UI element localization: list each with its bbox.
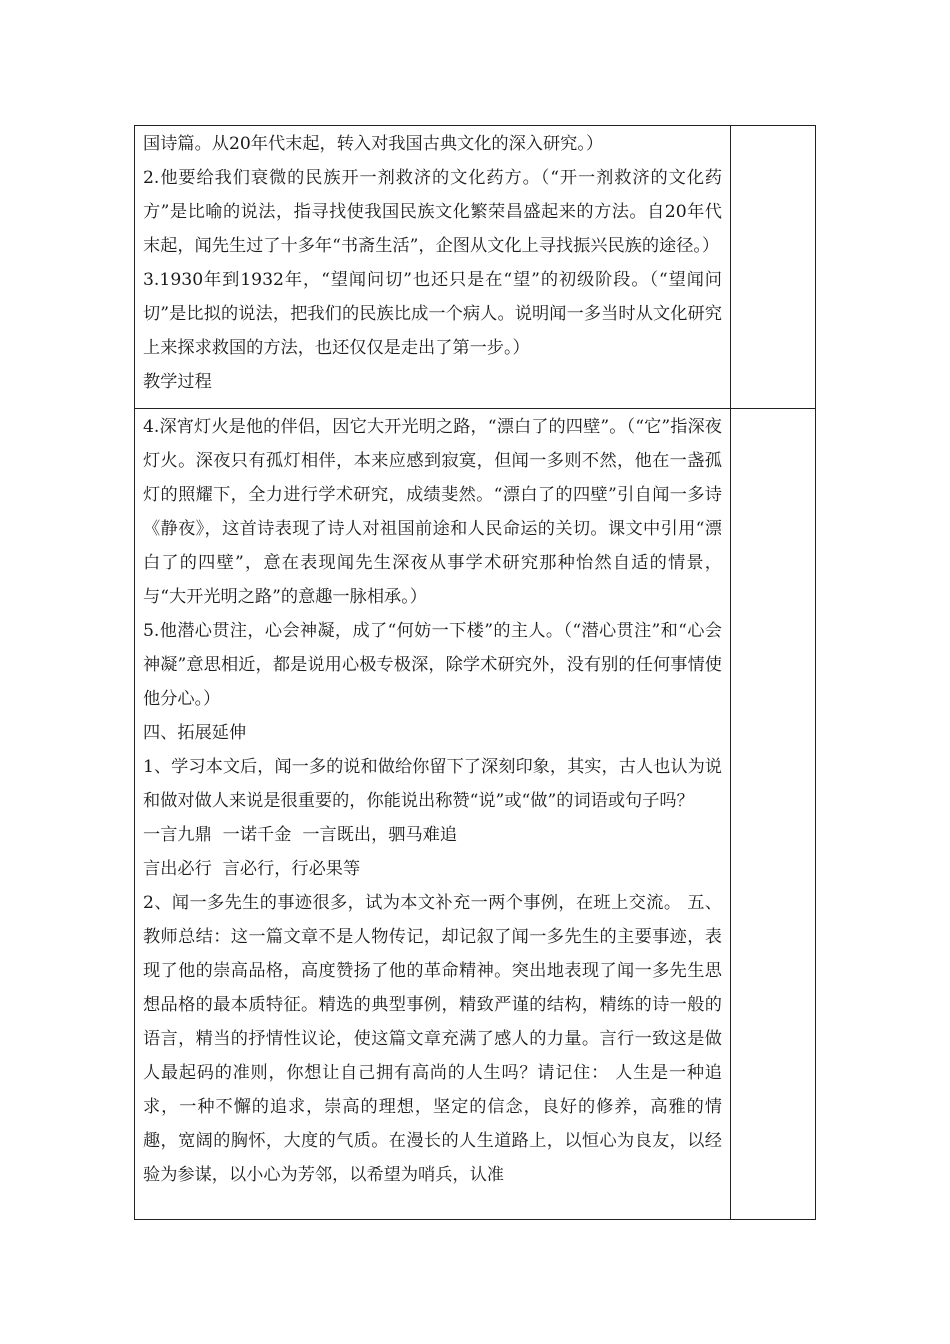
notes-cell <box>731 409 816 1220</box>
paragraph: 2、闻一多先生的事迹很多，试为本文补充一两个事例，在班上交流。 五、教师总结：这一篇文章不是人物传记，却记叙了闻一多先生的主要事迹，表现了他的崇高品格，高度赞扬了他的革命精神。突出地表现了闻一多先生思想品格的最本质特征。精选的典型事例，精致严谨的结构，精练的诗一般的语言，精当的抒情性议论，使这篇文章充满了感人的力量。言行一致这是做人最起码的准则，你想让自己拥有高尚的人生吗？请记住： 人生是一种追求，一种不懈的追求，崇高的理想，坚定的信念，良好的修养，高雅的情趣，宽阔的胸怀，大度的气质。在漫长的人生道路上，以恒心为良友，以经验为参谋，以小心为芳邻，以希望为哨兵，认准 <box>143 893 722 1185</box>
idiom-line: 言出必行 言必行，行必果等 <box>143 859 361 879</box>
paragraph: 5.他潜心贯注，心会神凝，成了“何妨一下楼”的主人。（“潜心贯注”和“心会神凝”意思相近，都是说用心极专极深，除学术研究外，没有别的任何事情使他分心。） <box>143 621 722 709</box>
cell-text <box>135 126 730 399</box>
idiom-line: 一言九鼎 一诺千金 一言既出，驷马难追 <box>143 825 458 845</box>
content-cell <box>135 126 731 409</box>
notes-cell <box>731 126 816 409</box>
cell-text <box>135 409 730 1192</box>
content-cell <box>135 409 731 1220</box>
paragraph: 1、学习本文后，闻一多的说和做给你留下了深刻印象，其实，古人也认为说和做对做人来说是很重要的，你能说出称赞“说”或“做”的词语或句子吗？ <box>143 757 722 811</box>
table-row <box>135 409 816 1220</box>
paragraph: 2.他要给我们衰微的民族开一剂救济的文化药方。（“开一剂救济的文化药方”是比喻的说法，指寻找使我国民族文化繁荣昌盛起来的方法。自20年代末起，闻先生过了十多年“书斋生活”，企图从文化上寻找振兴民族的途径。） <box>143 168 722 256</box>
paragraph: 国诗篇。从20年代末起，转入对我国古典文化的深入研究。） <box>143 134 604 154</box>
paragraph: 4.深宵灯火是他的伴侣，因它大开光明之路，“漂白了的四壁”。（“它”指深夜灯火。深夜只有孤灯相伴，本来应感到寂寞，但闻一多则不然，他在一盏孤灯的照耀下，全力进行学术研究，成绩斐然。“漂白了的四壁”引自闻一多诗《静夜》，这首诗表现了诗人对祖国前途和人民命运的关切。课文中引用“漂白了的四壁”，意在表现闻先生深夜从事学术研究那种怡然自适的情景，与“大开光明之路”的意趣一脉相承。） <box>143 417 722 607</box>
section-heading: 教学过程 <box>143 372 212 392</box>
paragraph: 3.1930年到1932年，“望闻问切”也还只是在“望”的初级阶段。（“望闻问切”是比拟的说法，把我们的民族比成一个病人。说明闻一多当时从文化研究上来探求救国的方法，也还仅仅是走出了第一步。） <box>143 270 722 358</box>
lesson-plan-table <box>134 125 816 1220</box>
section-heading: 四、拓展延伸 <box>143 723 247 743</box>
table-row <box>135 126 816 409</box>
